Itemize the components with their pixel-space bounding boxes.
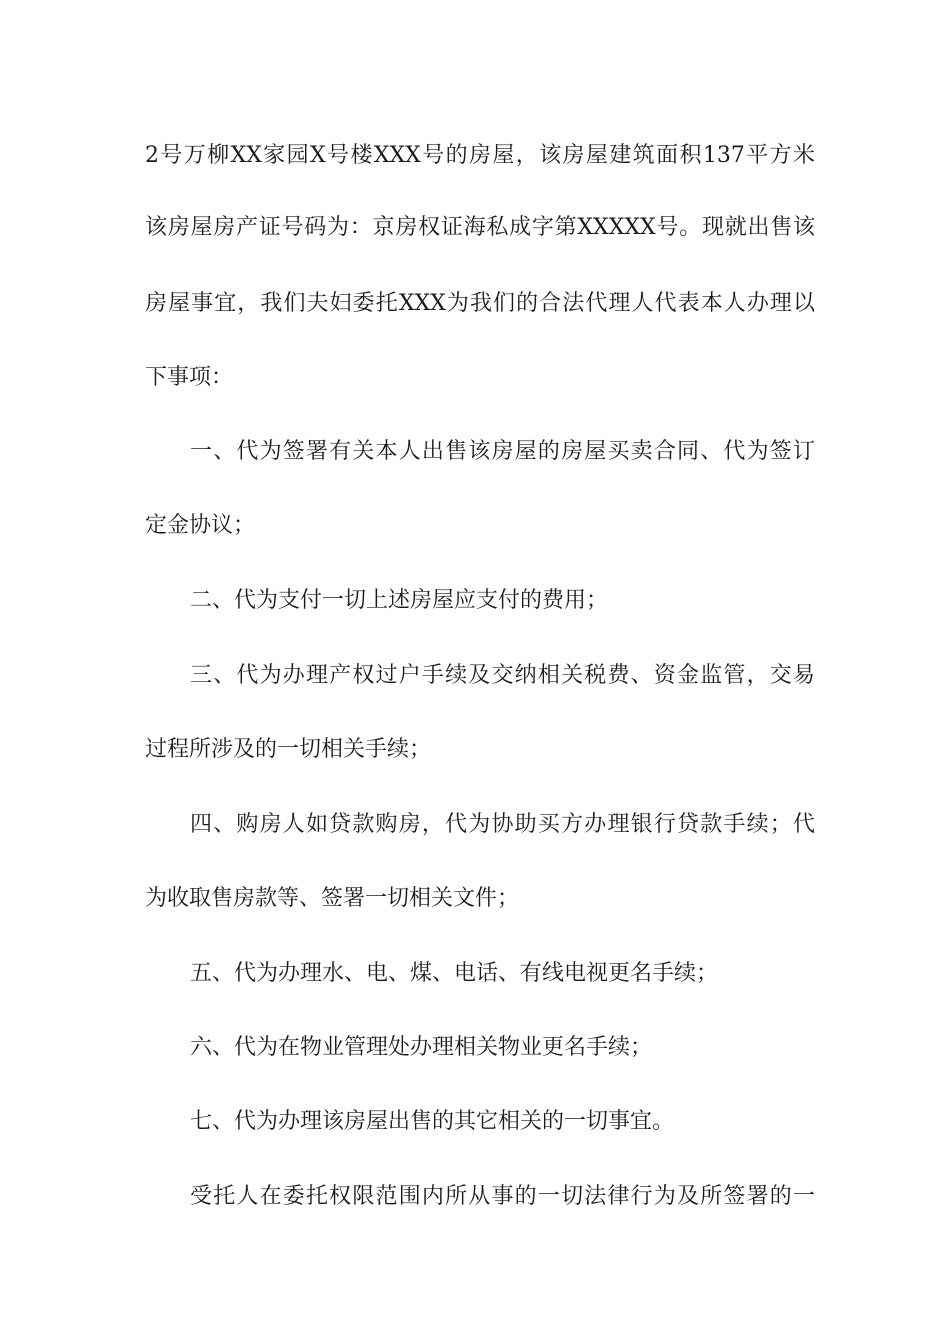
list-item-line: 一、代为签署有关本人出售该房屋的房屋买卖合同、代为签订	[190, 439, 815, 464]
list-item-line: 二、代为支付一切上述房屋应支付的费用；	[190, 588, 609, 613]
list-item-line: 六、代为在物业管理处办理相关物业更名手续；	[190, 1035, 653, 1060]
list-item-line: 五、代为办理水、电、煤、电话、有线电视更名手续；	[190, 961, 719, 986]
list-item-line: 三、代为办理产权过户手续及交纳相关税费、资金监管，交易	[190, 663, 815, 688]
list-item-line: 过程所涉及的一切相关手续；	[145, 737, 432, 762]
paragraph-line: 房屋事宜，我们夫妇委托XXX为我们的合法代理人代表本人办理以	[145, 291, 815, 316]
paragraph-line: 该房屋房产证号码为：京房权证海私成字第XXXXX号。现就出售该	[145, 215, 815, 240]
paragraph-line: 受托人在委托权限范围内所从事的一切法律行为及所签署的一	[190, 1184, 815, 1209]
list-item-line: 七、代为办理该房屋出售的其它相关的一切事宜。	[190, 1109, 675, 1134]
paragraph-line: 下事项：	[145, 365, 234, 390]
list-item-line: 为收取售房款等、签署一切相关文件；	[145, 886, 520, 911]
list-item-line: 四、购房人如贷款购房，代为协助买方办理银行贷款手续；代	[190, 812, 815, 837]
paragraph-line: 2号万柳XX家园X号楼XXX号的房屋，该房屋建筑面积137平方米	[145, 143, 815, 168]
list-item-line: 定金协议；	[145, 513, 256, 538]
